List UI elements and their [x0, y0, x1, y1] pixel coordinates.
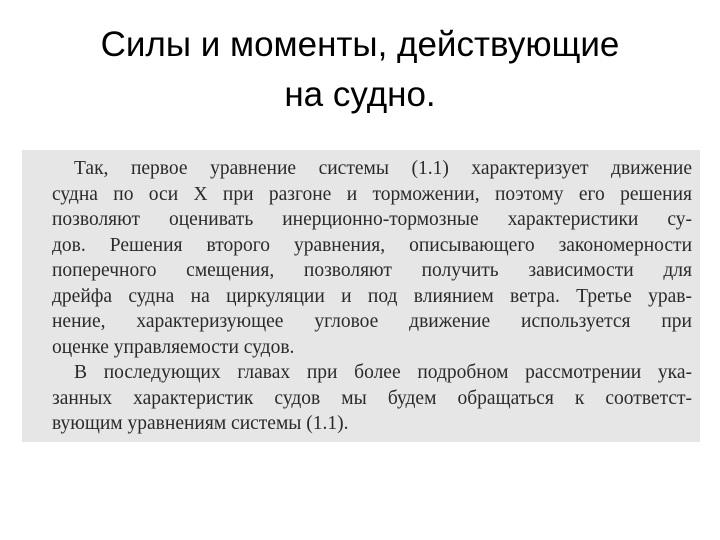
scan-line: В последующих главах при более подробном рассмотрении ука- — [74, 362, 692, 383]
scan-line: вующим уравнениям системы (1.1). — [52, 413, 349, 434]
scan-line: нение, характеризующее угловое движение используется при — [52, 311, 692, 332]
slide-title-line-1: Силы и моменты, действующие — [100, 25, 620, 64]
scanned-text-image — [22, 150, 700, 442]
scan-line: дов. Решения второго уравнения, описывающего закономерности — [52, 234, 692, 256]
scan-line: поперечного смещения, позволяют получить зависимости для — [52, 260, 692, 281]
scan-line: занных характеристик судов мы будем обращаться к соответст- — [52, 387, 692, 409]
slide-title-line-2: на судно. — [284, 75, 436, 114]
scan-line: судна по оси X при разгоне и торможении, поэтому его решения — [52, 183, 692, 205]
scan-line: дрейфа судна на циркуляции и под влиянием ветра. Третье урав- — [52, 285, 692, 307]
scan-line: Так, первое уравнение системы (1.1) характеризует движение — [74, 158, 692, 179]
scan-line: оценке управляемости судов. — [52, 336, 295, 358]
slide-title — [0, 20, 720, 120]
scan-line: позволяют оценивать инерционно-тормозные характеристики су- — [52, 209, 692, 230]
